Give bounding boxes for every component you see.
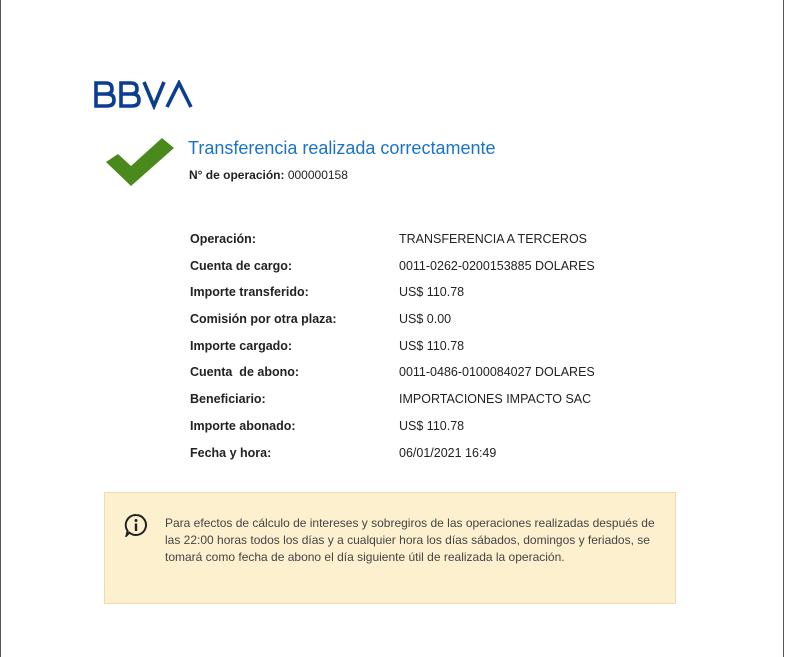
detail-row-operacion [190,232,650,259]
detail-label: Cuenta de abono: [190,365,300,380]
notice-text: Para efectos de cálculo de intereses y sobregiros de las operaciones realizadas después de las 22:00 horas todos los días y a cualquier hora los días sábados, domingos y feriados, se tomará como fecha de abono el día siguiente útil de realizada la operación. [165,516,655,564]
page-border-right [783,0,784,657]
detail-value: 0011-0262-0200153885 DOLARES [399,258,595,273]
detail-value: US$ 110.78 [399,285,465,300]
info-icon [124,513,148,542]
detail-row-fecha-hora [190,446,650,473]
detail-value: US$ 110.78 [399,418,465,433]
operation-number-value: 000000158 [287,168,348,182]
detail-row-importe-abonado [190,419,650,446]
detail-value: IMPORTACIONES IMPACTO SAC [399,392,592,407]
operation-number [189,168,348,182]
detail-label: Importe transferido: [190,285,309,300]
detail-row-beneficiario [190,392,650,419]
detail-value: 0011-0486-0100084027 DOLARES [399,365,595,380]
success-check-icon [104,136,176,193]
page-border-left [0,0,1,657]
detail-value: TRANSFERENCIA A TERCEROS [399,232,588,246]
detail-label: Cuenta de cargo: [190,258,293,273]
detail-label: Comisión por otra plaza: [190,312,337,327]
notice-box [104,492,676,604]
operation-number-label: N° de operación: [189,168,285,182]
detail-row-cuenta-abono [190,365,650,392]
detail-row-cuenta-cargo [190,259,650,286]
detail-label: Fecha y hora: [190,445,272,460]
detail-value: 06/01/2021 16:49 [399,445,497,460]
detail-value: US$ 110.78 [399,338,465,353]
detail-row-importe-transferido [190,285,650,312]
page-title: Transferencia realizada correctamente [188,138,496,158]
bbva-logo [94,80,194,115]
transfer-details [190,232,650,472]
detail-row-importe-cargado [190,339,650,366]
detail-label: Importe cargado: [190,338,293,353]
detail-row-comision [190,312,650,339]
detail-value: US$ 0.00 [399,312,452,327]
detail-label: Importe abonado: [190,418,296,433]
detail-label: Beneficiario: [190,392,266,407]
detail-label: Operación: [190,232,256,246]
